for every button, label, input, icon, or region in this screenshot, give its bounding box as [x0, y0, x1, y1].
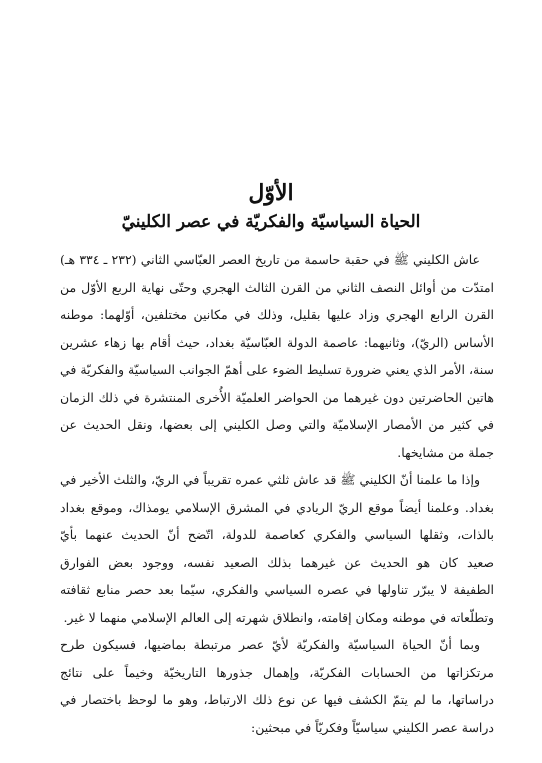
text-line: القرن الرابع الهجري وزاد عليها بقليل، وذلك في مكانين مختلفين، أوّلهما: موطنه [60, 307, 494, 322]
text-line: وبما أنّ الحياة السياسيّة والفكريّة لأيّ عصر مرتبطة بماضيها، فسيكون طرح [60, 637, 480, 652]
text-line: جملة من مشايخها. [397, 444, 494, 460]
text-line: دراسة عصر الكليني سياسيّاً وفكريّاً في مبحثين: [251, 719, 494, 735]
text-line: الأساس (الريّ)، وثانيهما: عاصمة الدولة العبّاسيّة بغداد، حيث أقام بها زهاء عشرين [60, 334, 494, 350]
text-line: الطفيفة لا يبرّر تناولها في عصره السياسي والفكري، سيّما بعد حصر منابع ثقافته [60, 582, 494, 597]
text-line: صعيد كان هو الحديث عن غيرهما بذلك الصعيد نفسه، ووجود بعض الفوارق [60, 554, 494, 570]
text-line: وإذا ما علمنا أنّ الكليني ﷺ قد عاش ثلثي عمره تقريباً في الريّ، والثلث الأخير في [60, 472, 480, 487]
text-line: بغداد. وعلمنا أيضاً موقع الريّ الريادي في المشرق الإسلامي يومذاك، وموقع بغداد [60, 499, 494, 515]
chapter-title: الأوّل [248, 180, 294, 206]
text-line: سنة، الأمر الذي يعني ضرورة تسليط الضوء على أهمّ الجوانب السياسيّة والفكريّة في [60, 362, 494, 377]
text-line: امتدّت من أوائل النصف الثاني من القرن الثالث الهجري وحتّى نهاية الربع الأوّل من [60, 279, 494, 295]
text-line: هاتين الحاضرتين دون غيرهما من الحواضر العلميّة الأُخرى المنتشرة في ذلك الزمان [60, 389, 494, 405]
text-line: بالذات، وثقلها السياسي والفكري كعاصمة للدولة، اتّضح أنّ الحديث عنهما بأيّ [60, 527, 494, 542]
text-line: وتطلّعاته في موطنه ومكان إقامته، وانطلاق شهرته إلى العالم الإسلامي منهما لا غير. [63, 609, 494, 625]
chapter-subtitle: الحياة السياسيّة والفكريّة في عصر الكلينيّ [121, 212, 421, 232]
text-line: عاش الكليني ﷺ في حقبة حاسمة من تاريخ العصر العبّاسي الثاني (٢٣٢ ـ ٣٣٤ هـ) [60, 252, 481, 267]
text-line: دراساتها، ما لم يتمّ الكشف فيها عن نوع ذلك الارتباط، وهو ما لوحظ باختصار في [60, 692, 494, 707]
body-text [60, 246, 494, 741]
text-line: في كثير من الأمصار الإسلاميّة والتي وصل الكليني إلى بعضها، ونقل الحديث عن [60, 417, 494, 432]
text-line: مرتكزاتها من الحسابات الفكريّة، وإهمال جذورها التاريخيّة وخيماً على نتائج [60, 664, 494, 680]
